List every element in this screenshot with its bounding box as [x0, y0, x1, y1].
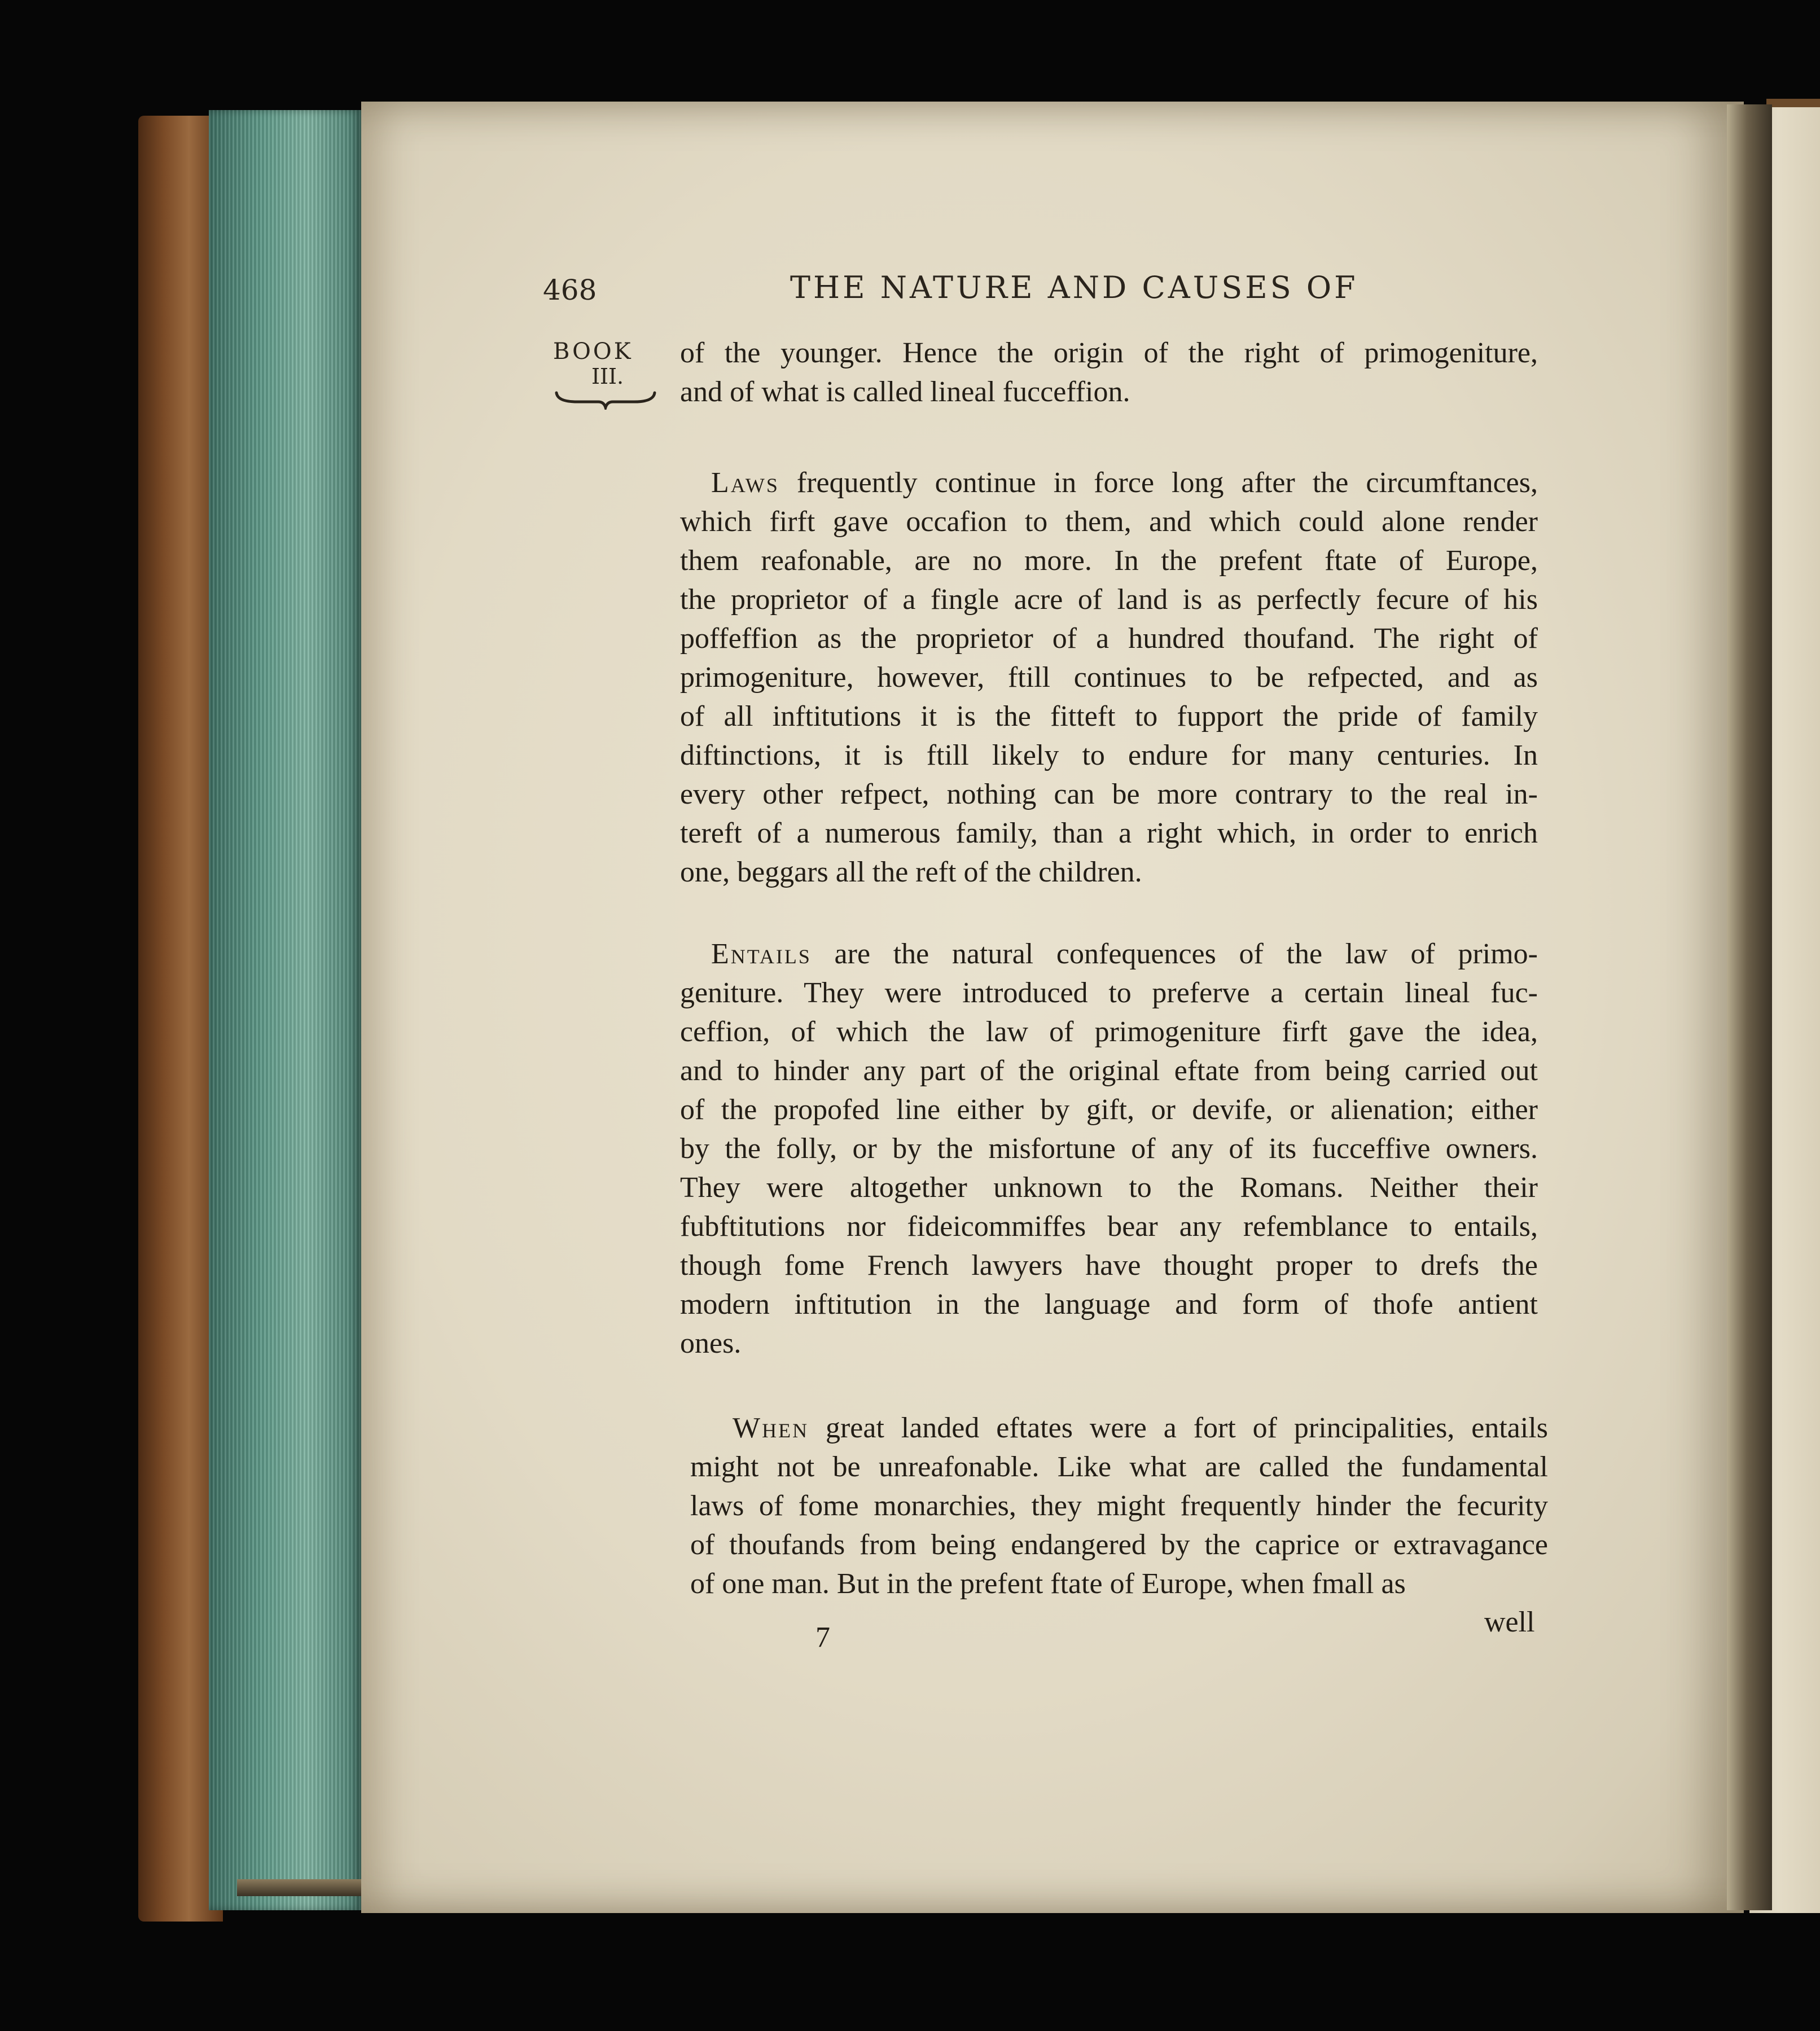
text-line: one, beggars all the reft of the children. — [680, 856, 1142, 888]
text-line: and to hinder any part of the original eftate from being carried out — [680, 1056, 1538, 1087]
catchword: well — [1484, 1606, 1535, 1638]
text-line: ceffion, of which the law of primogeniture firft gave the idea, — [680, 1017, 1538, 1048]
text-line: though fome French lawyers have thought proper to drefs the — [680, 1251, 1538, 1282]
text-line: of one man. But in the prefent ftate of Europe, when fmall as — [690, 1568, 1406, 1600]
text-line: laws of fome monarchies, they might frequently hinder the fecurity — [690, 1492, 1548, 1522]
text-line: every other refpect, nothing can be more contrary to the real in- — [680, 780, 1538, 810]
curly-brace-icon — [554, 389, 657, 410]
margin-book-number: III. — [591, 364, 624, 389]
text-line: When great landed eftates were a fort of principalities, entails — [733, 1414, 1548, 1444]
margin-book-label: BOOK — [553, 339, 633, 365]
text-line: might not be unreafonable. Like what are called the fundamental — [690, 1453, 1548, 1483]
text-line: the proprietor of a fingle acre of land is as perfectly fecure of his — [680, 585, 1538, 616]
green-page-edges — [209, 110, 361, 1910]
text-line: geniture. They were introduced to preferve a certain lineal fuc- — [680, 979, 1538, 1009]
text-line: them reafonable, are no more. In the prefent ftate of Europe, — [680, 546, 1538, 577]
signature-mark: 7 — [815, 1621, 830, 1653]
text-line: tereft of a numerous family, than a right which, in order to enrich — [680, 819, 1538, 849]
text-line: primogeniture, however, ftill continues to be refpected, and as — [680, 663, 1538, 694]
running-title: THE NATURE AND CAUSES OF — [790, 270, 1358, 305]
text-line: Laws frequently continue in force long after the circumftances, — [711, 468, 1538, 499]
text-line: of the younger. Hence the origin of the right of primogeniture, — [680, 339, 1538, 369]
text-line: which firft gave occafion to them, and which could alone render — [680, 507, 1538, 538]
text-line: They were altogether unknown to the Romans. Neither their — [680, 1173, 1538, 1204]
page-stack-bottom — [237, 1879, 372, 1896]
page-number: 468 — [543, 274, 597, 306]
text-line: poffeffion as the proprietor of a hundred thoufand. The right of — [680, 624, 1538, 655]
text-line: of all inftitutions it is the fitteft to fupport the pride of family — [680, 702, 1538, 732]
page-gutter — [1727, 104, 1772, 1910]
text-line: of the propofed line either by gift, or devife, or alienation; either — [680, 1095, 1538, 1126]
text-line: ones. — [680, 1327, 742, 1359]
text-line: diftinctions, it is ftill likely to endure for many centuries. In — [680, 741, 1538, 771]
text-line: modern inftitution in the language and form of thofe antient — [680, 1290, 1538, 1321]
text-line: and of what is called lineal fucceffion. — [680, 376, 1130, 408]
text-line: of thoufands from being endangered by the caprice or extravagance — [690, 1530, 1548, 1561]
text-line: fubftitutions nor fideicommiffes bear any refemblance to entails, — [680, 1212, 1538, 1243]
text-line: by the folly, or by the misfortune of any of its fucceffive owners. — [680, 1134, 1538, 1165]
text-line: Entails are the natural confequences of the law of primo- — [711, 940, 1538, 970]
